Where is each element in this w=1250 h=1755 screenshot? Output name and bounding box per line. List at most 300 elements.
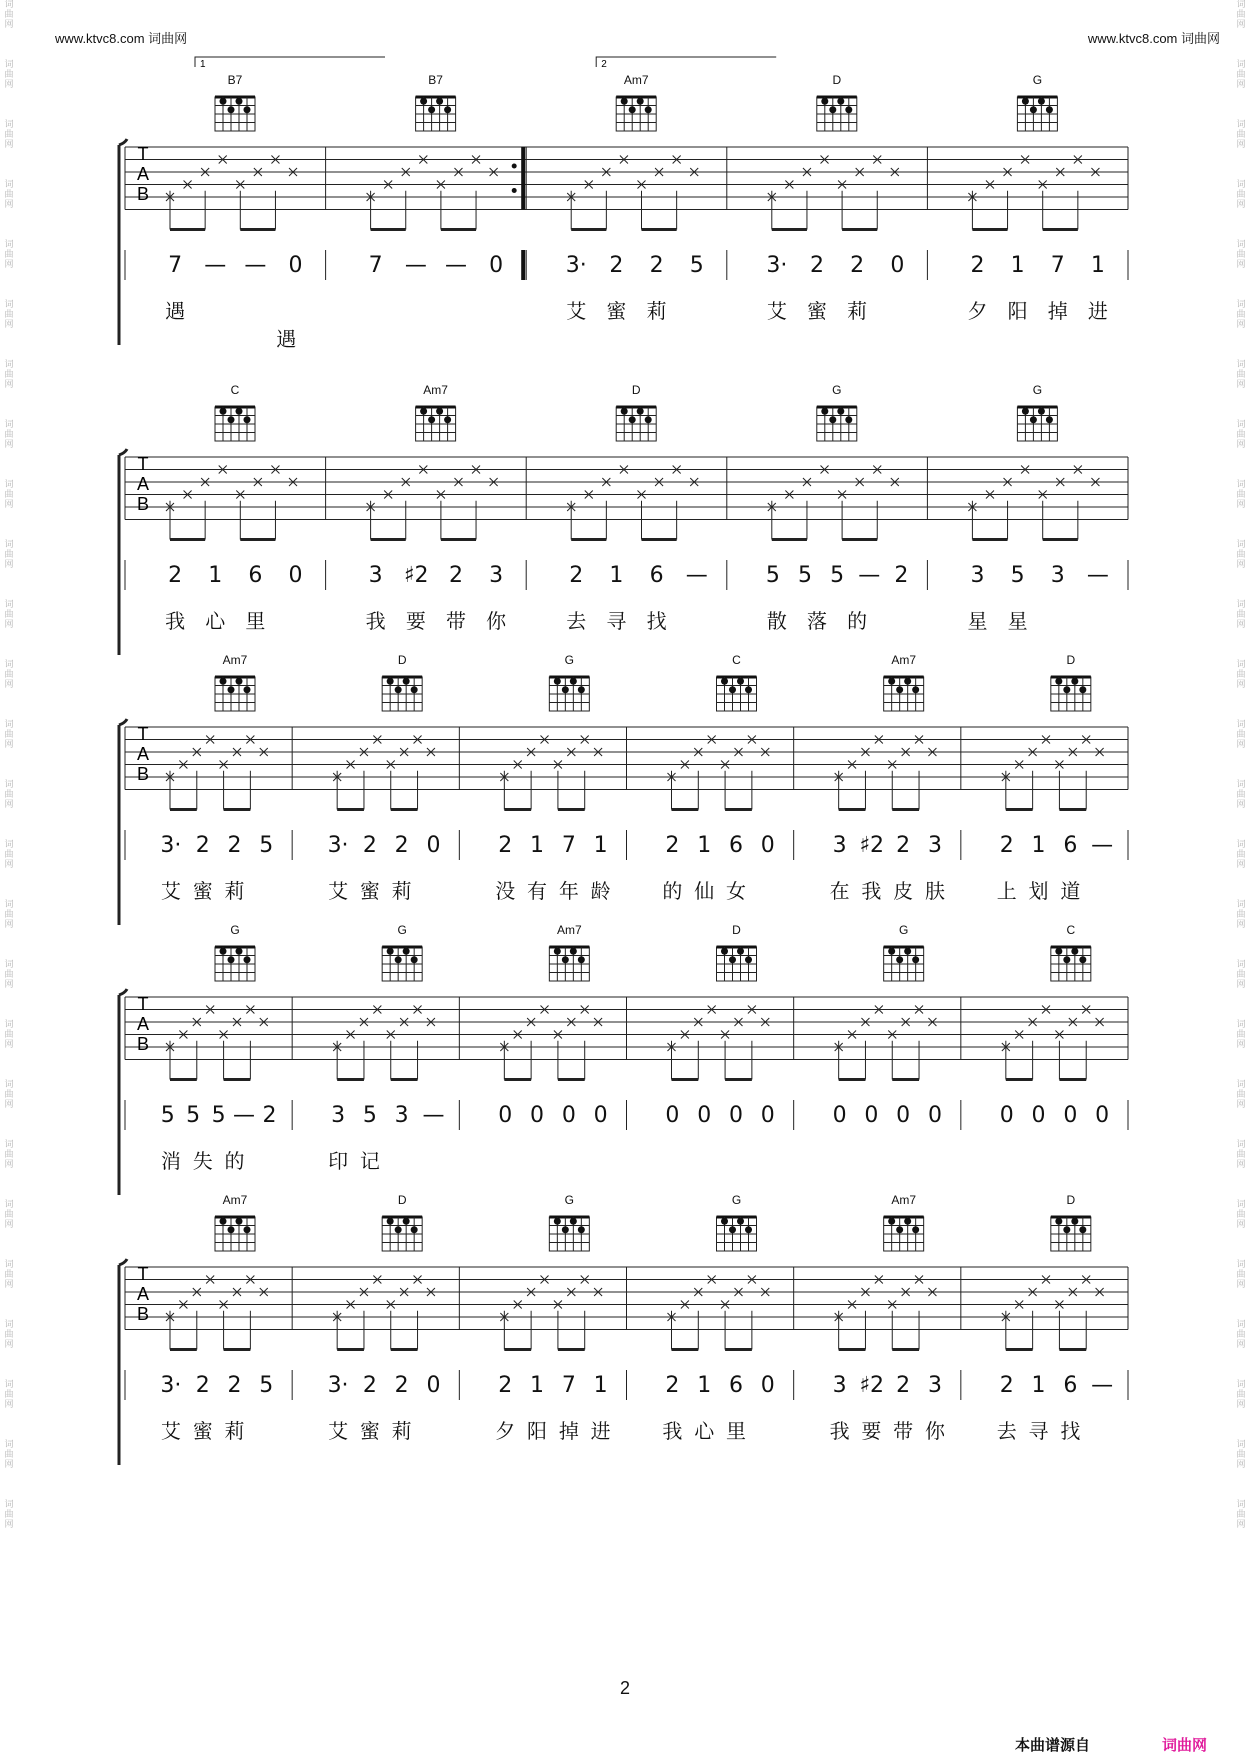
- lyric-char: 蜜: [359, 1419, 380, 1443]
- jianpu-note: 1: [1031, 833, 1046, 858]
- chord-finger-dot: [1079, 1226, 1086, 1233]
- lyric-char: 夕: [495, 1419, 516, 1443]
- jianpu-note: 7: [168, 253, 183, 278]
- tab-clef-letter: B: [136, 184, 150, 204]
- watermark-text: 词曲网: [4, 1140, 14, 1170]
- jianpu-note: 6: [728, 1373, 743, 1398]
- jianpu-note: 0: [426, 1373, 441, 1398]
- watermark-text: 词曲网: [1236, 600, 1246, 630]
- chord-finger-dot: [244, 686, 251, 693]
- jianpu-note: 2: [262, 1103, 277, 1128]
- chord-finger-dot: [570, 678, 577, 685]
- chord-finger-dot: [629, 106, 636, 113]
- jianpu-note: 2: [970, 253, 985, 278]
- lyric-char: 肤: [924, 879, 945, 903]
- chord-finger-dot: [236, 408, 243, 415]
- chord-diagram: [215, 407, 255, 441]
- header-site-left[interactable]: www.ktvc8.com 词曲网: [55, 31, 188, 46]
- watermark-text: 词曲网: [1236, 540, 1246, 570]
- chord-finger-dot: [1055, 678, 1062, 685]
- chord-finger-dot: [578, 1226, 585, 1233]
- lyric-char: 星: [1007, 609, 1028, 633]
- chord-finger-dot: [904, 678, 911, 685]
- jianpu-note: 6: [649, 563, 664, 588]
- jianpu-note: 2: [362, 1373, 377, 1398]
- watermark-text: 词曲网: [1236, 1080, 1246, 1110]
- chord-finger-dot: [411, 1226, 418, 1233]
- lyric-char: 去: [566, 609, 587, 633]
- tab-clef-letter: T: [137, 454, 149, 474]
- chord-finger-dot: [562, 1226, 569, 1233]
- jianpu-note: —: [404, 253, 427, 278]
- chord-finger-dot: [821, 408, 828, 415]
- lyric-char: 艾: [328, 1419, 349, 1443]
- chord-finger-dot: [570, 1218, 577, 1225]
- jianpu-note: 1: [697, 833, 712, 858]
- watermark-text: 词曲网: [1236, 960, 1246, 990]
- chord-finger-dot: [621, 98, 628, 105]
- lyric-char: 要: [405, 609, 426, 633]
- jianpu-note: 3·: [565, 253, 587, 278]
- jianpu-note: —: [685, 563, 708, 588]
- chord-finger-dot: [228, 1226, 235, 1233]
- watermark-text: 词曲网: [4, 720, 14, 750]
- chord-finger-dot: [228, 106, 235, 113]
- chord-finger-dot: [1030, 416, 1037, 423]
- watermark-text: 词曲网: [4, 960, 14, 990]
- watermark-text: 词曲网: [4, 1200, 14, 1230]
- chord-finger-dot: [578, 686, 585, 693]
- lyric-char: 心: [694, 1419, 715, 1443]
- jianpu-note: 2: [168, 563, 183, 588]
- lyric-char: 莉: [224, 879, 245, 903]
- chord-finger-dot: [904, 948, 911, 955]
- chord-finger-dot: [845, 416, 852, 423]
- chord-finger-dot: [420, 408, 427, 415]
- chord-name: G: [898, 923, 909, 937]
- chord-finger-dot: [570, 948, 577, 955]
- lyric-char: 在: [829, 879, 850, 903]
- lyric-char: 蜜: [192, 1419, 213, 1443]
- chord-finger-dot: [745, 956, 752, 963]
- jianpu-note: 2: [227, 833, 242, 858]
- chord-finger-dot: [645, 416, 652, 423]
- jianpu-note: 1: [697, 1373, 712, 1398]
- chord-diagram: [215, 677, 255, 711]
- chord-finger-dot: [829, 416, 836, 423]
- jianpu-note: 0: [426, 833, 441, 858]
- jianpu-note: 1: [1010, 253, 1025, 278]
- jianpu-note: —: [233, 1103, 256, 1128]
- jianpu-note: ♯2: [859, 833, 884, 858]
- watermark-text: 词曲网: [4, 1260, 14, 1290]
- watermark-text: 词曲网: [1236, 1020, 1246, 1050]
- watermark-text: 词曲网: [4, 420, 14, 450]
- chord-finger-dot: [737, 1218, 744, 1225]
- chord-diagram: [884, 1217, 924, 1251]
- lyric-char: 蜜: [606, 299, 627, 323]
- lyric-char: 你: [486, 609, 507, 633]
- system-bracket: [119, 139, 127, 345]
- watermark-text: 词曲网: [1236, 780, 1246, 810]
- lyric-char: 阳: [1007, 299, 1028, 323]
- chord-finger-dot: [403, 678, 410, 685]
- chord-finger-dot: [1038, 408, 1045, 415]
- jianpu-note: 6: [1063, 833, 1078, 858]
- lyric-char: 心: [205, 609, 226, 633]
- chord-finger-dot: [387, 1218, 394, 1225]
- chord-finger-dot: [737, 678, 744, 685]
- chord-finger-dot: [562, 956, 569, 963]
- chord-finger-dot: [721, 1218, 728, 1225]
- volta-bracket: [596, 57, 776, 67]
- lyric-char: 莉: [646, 299, 667, 323]
- jianpu-note: 2: [649, 253, 664, 278]
- jianpu-note: 5: [1010, 563, 1025, 588]
- jianpu-note: 5: [362, 1103, 377, 1128]
- chord-finger-dot: [411, 686, 418, 693]
- chord-name: D: [732, 923, 741, 937]
- jianpu-note: 0: [288, 253, 303, 278]
- chord-finger-dot: [912, 956, 919, 963]
- chord-finger-dot: [554, 948, 561, 955]
- chord-finger-dot: [912, 1226, 919, 1233]
- chord-finger-dot: [1055, 1218, 1062, 1225]
- jianpu-note: 2: [569, 563, 584, 588]
- chord-finger-dot: [1079, 686, 1086, 693]
- jianpu-note: 3: [832, 833, 847, 858]
- chord-finger-dot: [1046, 106, 1053, 113]
- jianpu-note: 2: [850, 253, 865, 278]
- watermark-text: 词曲网: [1236, 1320, 1246, 1350]
- chord-name: Am7: [222, 1193, 248, 1207]
- chord-diagram: [382, 947, 422, 981]
- jianpu-note: 1: [530, 833, 545, 858]
- lyric-char: 莉: [391, 879, 412, 903]
- chord-finger-dot: [228, 416, 235, 423]
- jianpu-note: 0: [890, 253, 905, 278]
- chord-finger-dot: [387, 948, 394, 955]
- jianpu-note: 5: [797, 563, 812, 588]
- lyric-char: 蜜: [359, 879, 380, 903]
- chord-name: G: [1032, 383, 1043, 397]
- lyric-char: 皮: [893, 879, 914, 903]
- chord-finger-dot: [220, 98, 227, 105]
- jianpu-note: 2: [896, 833, 911, 858]
- tab-clef-letter: B: [136, 1034, 150, 1054]
- chord-finger-dot: [896, 1226, 903, 1233]
- lyric-char: 遇: [165, 299, 186, 323]
- jianpu-note: 5: [259, 1373, 274, 1398]
- lyric-char: 的: [662, 879, 683, 903]
- jianpu-note: —: [422, 1103, 445, 1128]
- chord-name: G: [731, 1193, 742, 1207]
- lyric-char: 落: [807, 609, 828, 633]
- jianpu-note: 1: [593, 1373, 608, 1398]
- jianpu-note: 2: [394, 833, 409, 858]
- tab-clef-letter: A: [136, 1284, 150, 1304]
- header-site-right[interactable]: www.ktvc8.com 词曲网: [1087, 31, 1220, 46]
- chord-finger-dot: [837, 408, 844, 415]
- chord-finger-dot: [729, 686, 736, 693]
- chord-name: Am7: [891, 653, 916, 667]
- watermark-text: 词曲网: [4, 840, 14, 870]
- jianpu-note: 2: [394, 1373, 409, 1398]
- lyric-char: 上: [996, 879, 1017, 903]
- system-bracket: [119, 989, 127, 1195]
- watermark-text: 词曲网: [1236, 1440, 1246, 1470]
- jianpu-note: 7: [561, 833, 576, 858]
- system-bracket: [119, 449, 127, 655]
- jianpu-note: 2: [999, 833, 1014, 858]
- watermark-text: 词曲网: [4, 1320, 14, 1350]
- lyric-char: 没: [495, 879, 516, 903]
- chord-finger-dot: [420, 98, 427, 105]
- chord-diagram: [884, 677, 924, 711]
- jianpu-note: 2: [896, 1373, 911, 1398]
- chord-finger-dot: [403, 1218, 410, 1225]
- watermark-text: 词曲网: [4, 240, 14, 270]
- jianpu-note: 0: [927, 1103, 942, 1128]
- chord-diagram: [616, 407, 656, 441]
- chord-finger-dot: [220, 678, 227, 685]
- lyric-char: 我: [365, 609, 386, 633]
- jianpu-note: 0: [1095, 1103, 1110, 1128]
- lyric-char: 我: [829, 1419, 850, 1443]
- lyric-char: 莉: [224, 1419, 245, 1443]
- lyric-char: 夕: [967, 299, 988, 323]
- jianpu-note: 7: [1050, 253, 1065, 278]
- lyric-char: 带: [445, 609, 466, 633]
- jianpu-note: 0: [1031, 1103, 1046, 1128]
- chord-name: B7: [227, 73, 243, 87]
- tab-clef-letter: T: [137, 724, 149, 744]
- chord-finger-dot: [554, 1218, 561, 1225]
- watermark-text: 词曲网: [4, 540, 14, 570]
- lyric-char: 你: [924, 1419, 945, 1443]
- chord-finger-dot: [1022, 408, 1029, 415]
- watermark-text: 词曲网: [1236, 1140, 1246, 1170]
- lyric-char: 带: [893, 1419, 914, 1443]
- chord-diagram: [382, 677, 422, 711]
- lyric-char: 艾: [766, 299, 787, 323]
- lyric-char: 艾: [328, 879, 349, 903]
- lyric-char: 掉: [1047, 299, 1068, 323]
- jianpu-note: 3: [1050, 563, 1065, 588]
- lyric-char: 遇: [276, 327, 297, 351]
- tab-clef-letter: B: [136, 494, 150, 514]
- footer-site-link[interactable]: 词曲网: [1162, 1737, 1208, 1754]
- volta-number: 1: [200, 59, 206, 70]
- chord-finger-dot: [821, 98, 828, 105]
- chord-finger-dot: [1063, 1226, 1070, 1233]
- chord-finger-dot: [1063, 686, 1070, 693]
- chord-name: C: [1066, 923, 1076, 937]
- chord-finger-dot: [444, 416, 451, 423]
- chord-finger-dot: [236, 98, 243, 105]
- system-bracket: [119, 1259, 127, 1465]
- chord-finger-dot: [395, 686, 402, 693]
- jianpu-note: 0: [896, 1103, 911, 1128]
- chord-finger-dot: [1063, 956, 1070, 963]
- jianpu-note: 2: [362, 833, 377, 858]
- chord-finger-dot: [621, 408, 628, 415]
- chord-finger-dot: [244, 1226, 251, 1233]
- score-system: [0, 1175, 1250, 1465]
- lyric-char: 莉: [391, 1419, 412, 1443]
- chord-diagram: [1051, 947, 1091, 981]
- chord-name: C: [230, 383, 240, 397]
- chord-finger-dot: [896, 956, 903, 963]
- lyric-char: 星: [967, 609, 988, 633]
- chord-finger-dot: [845, 106, 852, 113]
- watermark-text: 词曲网: [4, 180, 14, 210]
- chord-name: Am7: [623, 73, 649, 87]
- watermark-text: 词曲网: [4, 360, 14, 390]
- chord-finger-dot: [1038, 98, 1045, 105]
- chord-name: G: [564, 1193, 574, 1207]
- chord-finger-dot: [444, 106, 451, 113]
- lyric-char: 进: [1087, 299, 1108, 323]
- jianpu-note: 7: [561, 1373, 576, 1398]
- jianpu-note: 2: [810, 253, 825, 278]
- chord-finger-dot: [637, 98, 644, 105]
- jianpu-note: —: [444, 253, 467, 278]
- chord-diagram: [215, 1217, 255, 1251]
- chord-diagram: [817, 407, 857, 441]
- watermark-text: 词曲网: [1236, 660, 1246, 690]
- chord-finger-dot: [411, 956, 418, 963]
- watermark-text: 词曲网: [4, 480, 14, 510]
- watermark-text: 词曲网: [1236, 0, 1246, 30]
- jianpu-note: 6: [728, 833, 743, 858]
- chord-finger-dot: [236, 678, 243, 685]
- watermark-text: 词曲网: [4, 1080, 14, 1110]
- lyric-char: 失: [192, 1149, 213, 1173]
- chord-diagram: [416, 97, 456, 131]
- tab-clef-letter: T: [137, 1264, 149, 1284]
- lyric-char: 找: [1060, 1419, 1081, 1443]
- lyric-char: 莉: [847, 299, 868, 323]
- jianpu-note: 3: [927, 833, 942, 858]
- chord-finger-dot: [554, 678, 561, 685]
- jianpu-note: 2: [195, 1373, 210, 1398]
- jianpu-note: 2: [498, 833, 513, 858]
- chord-finger-dot: [888, 948, 895, 955]
- jianpu-note: 0: [760, 1373, 775, 1398]
- chord-finger-dot: [244, 106, 251, 113]
- jianpu-note: 0: [760, 1103, 775, 1128]
- jianpu-note: 3·: [766, 253, 788, 278]
- watermark-text: 词曲网: [4, 1020, 14, 1050]
- chord-finger-dot: [721, 678, 728, 685]
- score-system: [0, 905, 1250, 1195]
- volta-bracket: [195, 57, 385, 67]
- watermark-text: 词曲网: [4, 900, 14, 930]
- lyric-char: 我: [662, 1419, 683, 1443]
- watermark-text: 词曲网: [1236, 1260, 1246, 1290]
- jianpu-note: 6: [248, 563, 263, 588]
- chord-name: D: [397, 653, 407, 667]
- jianpu-note: ♯2: [859, 1373, 884, 1398]
- watermark-text: 词曲网: [4, 60, 14, 90]
- chord-diagram: [549, 947, 589, 981]
- lyric-char: 的: [847, 609, 868, 633]
- jianpu-note: 0: [864, 1103, 879, 1128]
- chord-diagram: [884, 947, 924, 981]
- chord-finger-dot: [912, 686, 919, 693]
- lyric-char: 寻: [1028, 1419, 1049, 1443]
- jianpu-note: 0: [1063, 1103, 1078, 1128]
- jianpu-note: 6: [1063, 1373, 1078, 1398]
- lyric-char: 我: [165, 609, 186, 633]
- chord-name: D: [397, 1193, 407, 1207]
- jianpu-note: 7: [368, 253, 383, 278]
- chord-finger-dot: [244, 956, 251, 963]
- jianpu-note: 5: [259, 833, 274, 858]
- jianpu-note: —: [244, 253, 267, 278]
- chord-finger-dot: [436, 98, 443, 105]
- lyric-char: 龄: [590, 879, 611, 903]
- watermark-text: 词曲网: [4, 1440, 14, 1470]
- jianpu-note: 3: [368, 563, 383, 588]
- watermark-text: 词曲网: [4, 0, 14, 30]
- tab-clef-letter: T: [137, 994, 149, 1014]
- chord-name: Am7: [423, 383, 448, 397]
- jianpu-note: 3: [394, 1103, 409, 1128]
- watermark-text: 词曲网: [1236, 1200, 1246, 1230]
- watermark-text: 词曲网: [4, 1380, 14, 1410]
- lyric-char: 去: [996, 1419, 1017, 1443]
- lyric-char: 蜜: [192, 879, 213, 903]
- jianpu-note: 1: [609, 563, 624, 588]
- jianpu-note: —: [204, 253, 227, 278]
- watermark-text: 词曲网: [1236, 1380, 1246, 1410]
- watermark-text: 词曲网: [1236, 1500, 1246, 1530]
- chord-finger-dot: [578, 956, 585, 963]
- chord-finger-dot: [729, 956, 736, 963]
- chord-name: Am7: [891, 1193, 916, 1207]
- watermark-text: 词曲网: [1236, 480, 1246, 510]
- jianpu-note: 2: [894, 563, 909, 588]
- chord-finger-dot: [244, 416, 251, 423]
- chord-finger-dot: [745, 1226, 752, 1233]
- chord-finger-dot: [745, 686, 752, 693]
- jianpu-note: 1: [208, 563, 223, 588]
- lyric-char: 蜜: [807, 299, 828, 323]
- lyric-char: 要: [861, 1419, 882, 1443]
- chord-diagram: [717, 947, 757, 981]
- repeat-dot: [512, 164, 517, 169]
- watermark-text: 词曲网: [1236, 840, 1246, 870]
- chord-finger-dot: [888, 678, 895, 685]
- watermark-text: 词曲网: [1236, 720, 1246, 750]
- lyric-char: 有: [527, 879, 548, 903]
- jianpu-note: —: [1091, 1373, 1114, 1398]
- chord-finger-dot: [1071, 1218, 1078, 1225]
- watermark-text: 词曲网: [4, 300, 14, 330]
- jianpu-note: 2: [609, 253, 624, 278]
- jianpu-note: 5: [186, 1103, 201, 1128]
- watermark-text: 词曲网: [1236, 60, 1246, 90]
- jianpu-note: 0: [489, 253, 504, 278]
- chord-finger-dot: [904, 1218, 911, 1225]
- chord-finger-dot: [220, 948, 227, 955]
- system-bracket: [119, 719, 127, 925]
- chord-finger-dot: [629, 416, 636, 423]
- lyric-char: 年: [558, 879, 579, 903]
- tab-clef-letter: A: [136, 1014, 150, 1034]
